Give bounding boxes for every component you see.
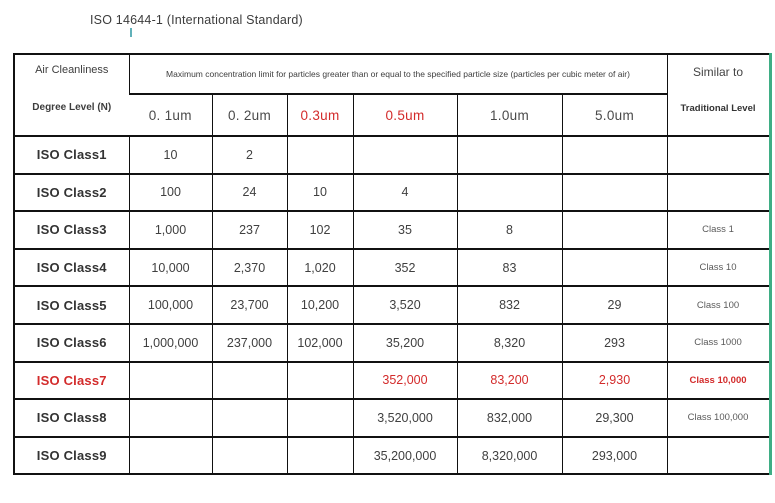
concentration-value-cell <box>212 362 287 400</box>
concentration-value-cell: 35 <box>353 211 457 249</box>
table-row <box>14 362 770 400</box>
concentration-value-cell: 29,300 <box>562 399 667 437</box>
concentration-value-cell: 1,000 <box>129 211 212 249</box>
concentration-value-cell: 1,020 <box>287 249 353 287</box>
similar-to-label: Similar to <box>693 64 744 79</box>
concentration-value-cell <box>212 399 287 437</box>
concentration-value-cell: 10,000 <box>129 249 212 287</box>
concentration-value-cell <box>129 437 212 475</box>
concentration-value-cell <box>562 136 667 174</box>
concentration-value-cell: 10,200 <box>287 286 353 324</box>
traditional-level-cell <box>667 136 770 174</box>
concentration-value-cell <box>287 362 353 400</box>
iso-class-label: ISO Class1 <box>14 136 129 174</box>
concentration-value-cell: 237,000 <box>212 324 287 362</box>
concentration-value-cell: 832 <box>457 286 562 324</box>
concentration-value-cell: 102,000 <box>287 324 353 362</box>
iso-class-table-body <box>14 136 770 474</box>
concentration-value-cell <box>129 362 212 400</box>
air-cleanliness-header <box>14 54 129 136</box>
concentration-value-cell: 3,520,000 <box>353 399 457 437</box>
concentration-value-cell: 35,200,000 <box>353 437 457 475</box>
concentration-value-cell: 1,000,000 <box>129 324 212 362</box>
traditional-level-cell: Class 1 <box>667 211 770 249</box>
concentration-value-cell: 293 <box>562 324 667 362</box>
traditional-level-cell: Class 10 <box>667 249 770 287</box>
concentration-value-cell: 10 <box>129 136 212 174</box>
concentration-value-cell: 100 <box>129 174 212 212</box>
table-row <box>14 437 770 475</box>
text-cursor-mark <box>130 28 132 37</box>
table-row <box>14 136 770 174</box>
traditional-level-cell: Class 10,000 <box>667 362 770 400</box>
particle-size-header: 0.5um <box>353 94 457 136</box>
traditional-level-cell: Class 100 <box>667 286 770 324</box>
concentration-value-cell: 2,370 <box>212 249 287 287</box>
concentration-value-cell: 100,000 <box>129 286 212 324</box>
concentration-value-cell <box>562 174 667 212</box>
iso-class-label: ISO Class4 <box>14 249 129 287</box>
page-title: ISO 14644-1 (International Standard) <box>90 13 303 27</box>
table-row <box>14 174 770 212</box>
degree-level-label: Degree Level (N) <box>32 101 112 113</box>
concentration-value-cell <box>287 399 353 437</box>
concentration-value-cell: 4 <box>353 174 457 212</box>
concentration-value-cell: 29 <box>562 286 667 324</box>
concentration-value-cell <box>457 174 562 212</box>
concentration-value-cell: 3,520 <box>353 286 457 324</box>
traditional-level-cell: Class 100,000 <box>667 399 770 437</box>
concentration-value-cell <box>457 136 562 174</box>
iso-class-label: ISO Class8 <box>14 399 129 437</box>
particle-size-header: 1.0um <box>457 94 562 136</box>
concentration-value-cell <box>562 249 667 287</box>
concentration-value-cell: 2 <box>212 136 287 174</box>
max-concentration-header: Maximum concentration limit for particles greater than or equal to the specified particle size (particles per cubic meter of air) <box>129 54 667 94</box>
traditional-level-cell: Class 1000 <box>667 324 770 362</box>
concentration-value-cell: 352 <box>353 249 457 287</box>
particle-size-header: 0. 1um <box>129 94 212 136</box>
concentration-value-cell: 237 <box>212 211 287 249</box>
traditional-level-label: Traditional Level <box>680 102 756 114</box>
concentration-value-cell: 352,000 <box>353 362 457 400</box>
particle-size-header: 0. 2um <box>212 94 287 136</box>
iso-class-label: ISO Class5 <box>14 286 129 324</box>
concentration-value-cell: 83 <box>457 249 562 287</box>
similar-to-header <box>667 54 770 136</box>
concentration-value-cell: 83,200 <box>457 362 562 400</box>
table-row <box>14 324 770 362</box>
concentration-value-cell: 8 <box>457 211 562 249</box>
iso-class-label: ISO Class2 <box>14 174 129 212</box>
concentration-value-cell: 2,930 <box>562 362 667 400</box>
concentration-value-cell <box>287 437 353 475</box>
table-row <box>14 249 770 287</box>
iso-class-label: ISO Class3 <box>14 211 129 249</box>
concentration-value-cell <box>287 136 353 174</box>
concentration-value-cell <box>562 211 667 249</box>
table-row <box>14 286 770 324</box>
concentration-value-cell: 35,200 <box>353 324 457 362</box>
iso-class-table <box>13 53 772 475</box>
traditional-level-cell <box>667 174 770 212</box>
concentration-value-cell: 10 <box>287 174 353 212</box>
header-row-top <box>14 54 770 94</box>
iso-class-label: ISO Class7 <box>14 362 129 400</box>
concentration-value-cell: 8,320,000 <box>457 437 562 475</box>
traditional-level-cell <box>667 437 770 475</box>
air-cleanliness-label: Air Cleanliness <box>35 63 109 76</box>
concentration-value-cell: 832,000 <box>457 399 562 437</box>
particle-size-header: 5.0um <box>562 94 667 136</box>
iso-class-label: ISO Class9 <box>14 437 129 475</box>
concentration-value-cell: 8,320 <box>457 324 562 362</box>
concentration-value-cell: 293,000 <box>562 437 667 475</box>
concentration-value-cell: 24 <box>212 174 287 212</box>
concentration-value-cell <box>129 399 212 437</box>
table-row <box>14 211 770 249</box>
concentration-value-cell: 102 <box>287 211 353 249</box>
particle-size-header: 0.3um <box>287 94 353 136</box>
table-row <box>14 399 770 437</box>
concentration-value-cell <box>212 437 287 475</box>
iso-class-label: ISO Class6 <box>14 324 129 362</box>
concentration-value-cell <box>353 136 457 174</box>
concentration-value-cell: 23,700 <box>212 286 287 324</box>
